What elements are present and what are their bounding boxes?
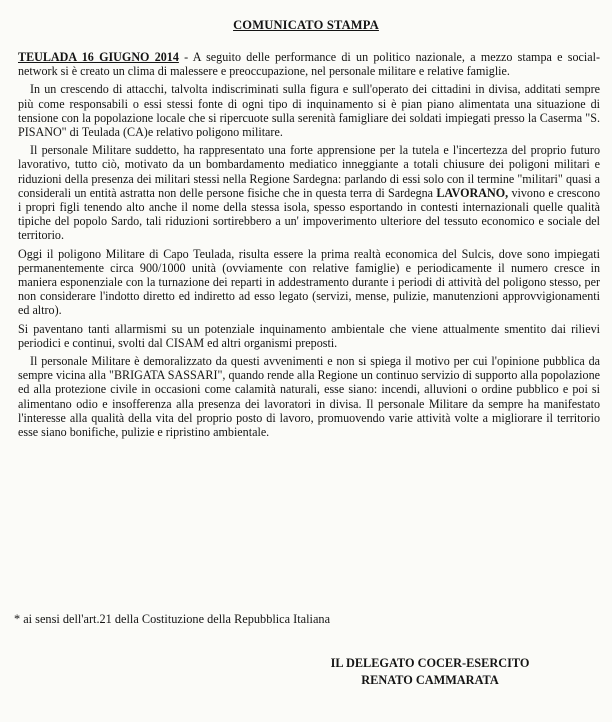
signature-role: IL DELEGATO COCER-ESERCITO [330,656,530,670]
paragraph-3-text-a: Il personale Militare suddetto, ha rappresentato una forte apprensione per la tutela e l'incertezza del proprio futuro lavorativo, tutto ciò, motivato da un bombardamento mediatico inneggiante a totali chiusure dei poligoni militari e riduzioni della presenza dei militari stessi nella Regione Sardegna: parlando di essi solo con il termine "militari" quasi a considerali un entità astratta non delle persone fisiche che in questa terra di Sardegna [18,143,600,200]
paragraph-1 [18,50,600,78]
paragraph-5: Si paventano tanti allarmismi su un potenziale inquinamento ambientale che viene attualmente smentito dai rilievi periodici e continui, svolti dal CISAM ed altri organismi preposti. [18,321,600,350]
signature-name: RENATO CAMMARATA [361,673,499,687]
document-body [18,50,600,443]
paragraph-3 [18,143,600,242]
paragraph-3-text-b: vivono e crescono i propri figli tenendo alto anche il nome della stessa isola, spesso esportando in contesti internazionali quelle qualità tipiche del popolo Sardo, tali riduzioni sortirebbero a un' impoverimento ulteriore del tessuto economico e sociale del territorio. [18,185,601,243]
dateline: TEULADA 16 GIUGNO 2014 [18,50,179,64]
signature-block [0,655,612,689]
document-title: COMUNICATO STAMPA [233,18,379,32]
paragraph-3-emphasis: LAVORANO, [436,185,509,200]
paragraph-2: In un crescendo di attacchi, talvolta indiscriminati sulla figura e sull'operato dei cittadini in divisa, additati sempre più come responsabili o essi stessi fonte di ogni tipo di inquinamento si è pian piano alimentata una situazione di tensione con la popolazione locale che si ripercuote sulla serenità famigliare dei soldati impiegati presso la Caserma "S. PISANO" di Teulada (CA)e relativo poligono militare. [18,82,600,140]
paragraph-4: Oggi il poligono Militare di Capo Teulada, risulta essere la prima realtà economica del Sulcis, dove sono impiegati permanentemente circa 900/1000 unità (ovviamente con relative famiglie) e periodicamente il numero cresce in maniera esponenziale con la turnazione dei reparti in addestramento durante i periodi di attività del poligono stesso, per non considerare l'indotto diretto ed indiretto ad esso legato (servizi, mense, pulizie, manutenzioni approvvigionamenti ed altro). [18,246,600,318]
paragraph-6: Il personale Militare è demoralizzato da questi avvenimenti e non si spiega il motivo per cui l'opinione pubblica da sempre vicina alla "BRIGATA SASSARI", quando rende alla Regione un continuo servizio di supporto alla popolazione ed alla protezione civile in occasioni come calamità naturali, esse siano: incendi, alluvioni o ordine pubblico e poi si alimentano odio e insofferenza alla presenza dei lavoratori in divisa. Il personale Militare da sempre ha manifestato l'interesse alla qualità della vita del proprio posto di lavoro, promuovendo varie attività volte a migliorare il territorio esse siano bonifiche, pulizie e ripristino ambientale. [18,354,600,440]
footnote: * ai sensi dell'art.21 della Costituzione della Repubblica Italiana [14,612,331,626]
paragraph-1-text: - A seguito delle performance di un politico nazionale, a mezzo stampa e social-network si è creato un clima di malessere e preoccupazione, nel personale militare e relative famiglie. [18,50,600,79]
